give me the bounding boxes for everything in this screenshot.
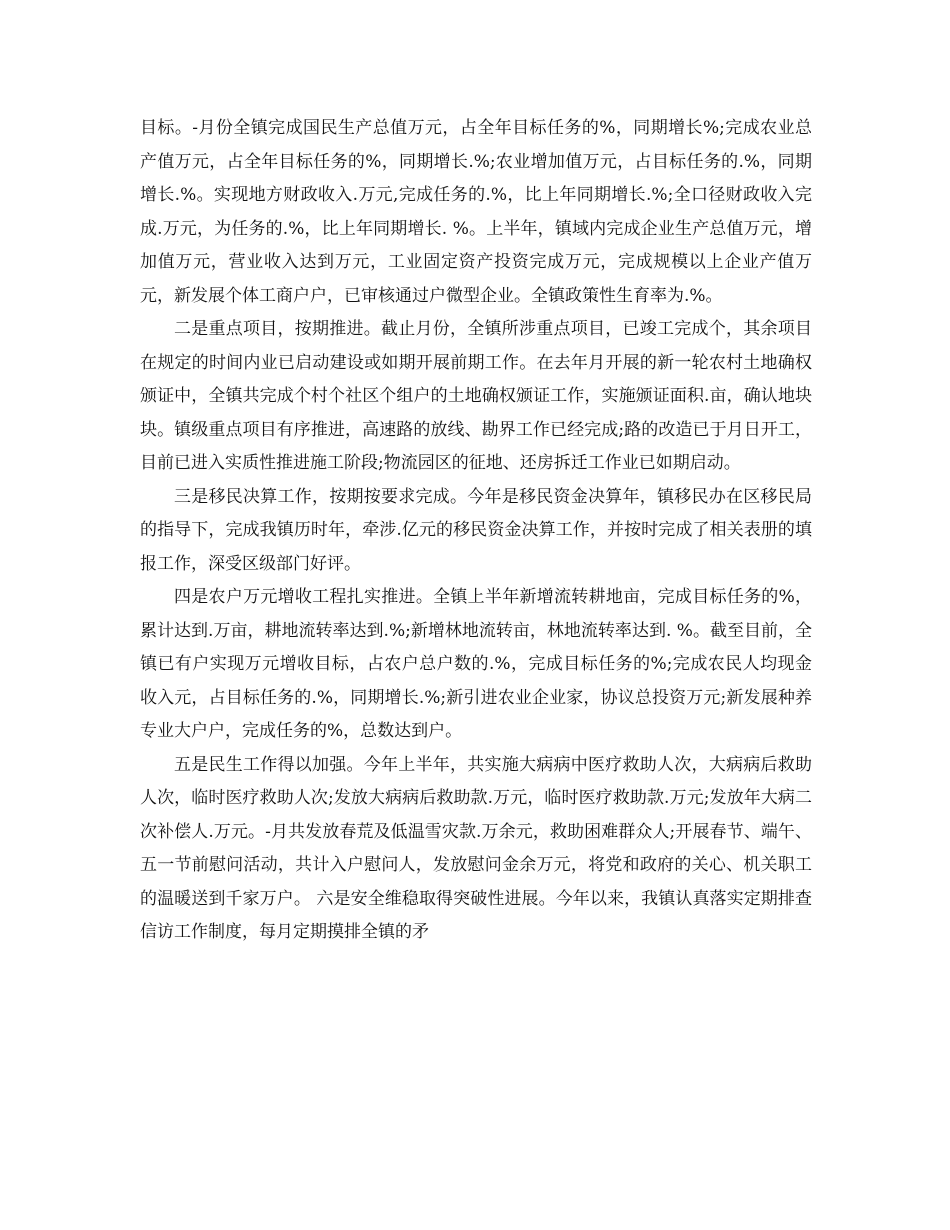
document-body	[140, 112, 812, 950]
paragraph-key-projects: 二是重点项目，按期推进。截止月份，全镇所涉重点项目，已竣工完成个，其余项目在规定的时间内业已启动建设或如期开展前期工作。在去年月开展的新一轮农村土地确权颁证中，全镇共完成个村个社区个组户的土地确权颁证工作，实施颁证面积.亩，确认地块块。镇级重点项目有序推进，高速路的放线、勘界工作已经完成;路的改造已于月日开工，目前已进入实质性推进施工阶段;物流园区的征地、还房拆迁工作业已如期启动。	[140, 319, 812, 473]
paragraph-migrant-settlement: 三是移民决算工作，按期按要求完成。今年是移民资金决算年，镇移民办在区移民局的指导下，完成我镇历时年，牵涉.亿元的移民资金决算工作，并按时完成了相关表册的填报工作，深受区级部门好评。	[140, 486, 812, 574]
paragraph-livelihood: 五是民生工作得以加强。今年上半年，共实施大病病中医疗救助人次，大病病后救助人次，临时医疗救助人次;发放大病病后救助款.万元，临时医疗救助款.万元;发放年大病二次补偿人.万元。-月共发放春荒及低温雪灾款.万余元，救助困难群众人;开展春节、端午、五一节前慰问活动，共计入户慰问人，发放慰问金余万元，将党和政府的关心、机关职工的温暖送到千家万户。 六是安全维稳取得突破性进展。今年以来，我镇认真落实定期排查信访工作制度，每月定期摸排全镇的矛	[140, 754, 812, 942]
paragraph-farmer-income: 四是农户万元增收工程扎实推进。全镇上半年新增流转耕地亩，完成目标任务的%，累计达到.万亩，耕地流转率达到.%;新增林地流转亩，林地流转率达到. %。截至目前，全镇已有户实现万元增收目标，占农户总户数的.%，完成目标任务的%;完成农民人均现金收入元，占目标任务的.%，同期增长.%;新引进农业企业家，协议总投资万元;新发展种养专业大户户，完成任务的%，总数达到户。	[140, 587, 812, 741]
paragraph-economic-targets: 目标。-月份全镇完成国民生产总值万元，占全年目标任务的%，同期增长%;完成农业总产值万元，占全年目标任务的%，同期增长.%;农业增加值万元，占目标任务的.%，同期增长.%。实现地方财政收入.万元,完成任务的.%，比上年同期增长.%;全口径财政收入完成.万元，为任务的.%，比上年同期增长. %。上半年，镇域内完成企业生产总值万元，增加值万元，营业收入达到万元，工业固定资产投资完成万元，完成规模以上企业产值万元，新发展个体工商户户，已审核通过户微型企业。全镇政策性生育率为.%。	[140, 118, 812, 306]
